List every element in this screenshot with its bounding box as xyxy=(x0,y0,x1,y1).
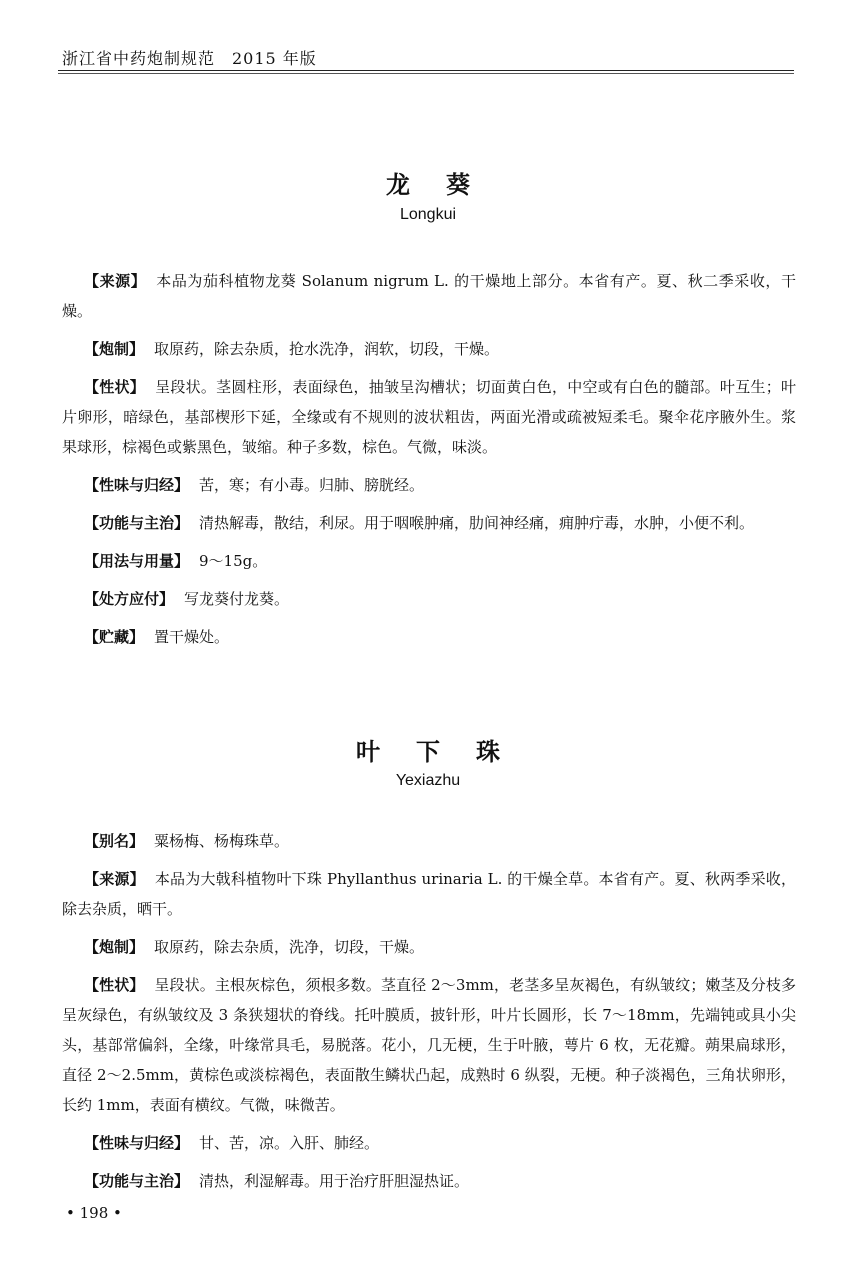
entry-body xyxy=(62,826,796,1204)
item-label: 【性味与归经】 xyxy=(84,476,190,494)
item-label: 【功能与主治】 xyxy=(84,514,190,532)
entry-item xyxy=(62,864,796,924)
entry-item xyxy=(62,546,796,576)
item-label: 【性状】 xyxy=(84,378,146,396)
item-text: 9～15g。 xyxy=(199,552,268,570)
entry-item xyxy=(62,1166,796,1196)
item-text: 苦，寒；有小毒。归肺、膀胱经。 xyxy=(199,476,425,494)
item-text: 本品为茄科植物龙葵 Solanum nigrum L. 的干燥地上部分。本省有产。夏、秋二季采收，干燥。 xyxy=(62,272,796,320)
entry-item xyxy=(62,266,796,326)
item-text: 取原药，除去杂质，抢水洗净，润软，切段，干燥。 xyxy=(154,340,500,358)
item-text: 清热解毒，散结，利尿。用于咽喉肿痛，肋间神经痛，痈肿疔毒，水肿，小便不利。 xyxy=(199,514,755,532)
item-text: 甘、苦，凉。入肝、肺经。 xyxy=(199,1134,380,1152)
entry-pinyin: Longkui xyxy=(399,206,457,223)
item-label: 【性状】 xyxy=(84,976,145,994)
entry-item xyxy=(62,826,796,856)
item-text: 呈段状。茎圆柱形，表面绿色，抽皱呈沟槽状；切面黄白色，中空或有白色的髓部。叶互生；叶片卵形，暗绿色，基部楔形下延，全缘或有不规则的波状粗齿，两面光滑或疏被短柔毛。聚伞花序腋外生。浆果球形，棕褐色或紫黑色，皱缩。种子多数，棕色。气微，味淡。 xyxy=(62,378,796,456)
item-label: 【来源】 xyxy=(84,870,145,888)
entry-item xyxy=(62,470,796,500)
item-label: 【炮制】 xyxy=(84,938,145,956)
entry-item xyxy=(62,622,796,652)
entry-item xyxy=(62,970,796,1120)
item-label: 【来源】 xyxy=(84,272,147,290)
item-label: 【性味与归经】 xyxy=(84,1134,190,1152)
item-text: 呈段状。主根灰棕色，须根多数。茎直径 2～3mm，老茎多呈灰褐色，有纵皱纹；嫩茎及分枝多呈灰绿色，有纵皱纹及 3 条狭翅状的脊线。托叶膜质，披针形，叶片长圆形，长 7～18mm，先端钝或具小尖头，基部常偏斜，全缘，叶缘常具毛，易脱落。花小，几无梗，生于叶腋，萼片 6 枚，无花瓣。蒴果扁球形，直径 2～2.5mm，黄棕色或淡棕褐色，表面散生鳞状凸起，成熟时 6 纵裂，无梗。种子淡褐色，三角状卵形，长约 1mm，表面有横纹。气微，味微苦。 xyxy=(62,976,796,1114)
entry-body xyxy=(62,266,796,660)
page-number: • 198 • xyxy=(66,1204,122,1222)
entry-pinyin: Yexiazhu xyxy=(395,772,461,789)
running-header: 浙江省中药炮制规范 2015 年版 xyxy=(62,49,317,68)
entry-item xyxy=(62,584,796,614)
entry-item xyxy=(62,932,796,962)
header-rule xyxy=(58,70,794,71)
item-label: 【贮藏】 xyxy=(84,628,145,646)
entry-item xyxy=(62,372,796,462)
item-text: 本品为大戟科植物叶下珠 Phyllanthus urinaria L. 的干燥全草。本省有产。夏、秋两季采收，除去杂质，晒干。 xyxy=(62,870,796,918)
entry-item xyxy=(62,1128,796,1158)
item-label: 【功能与主治】 xyxy=(84,1172,190,1190)
item-text: 置干燥处。 xyxy=(154,628,230,646)
item-text: 取原药，除去杂质，洗净，切段，干燥。 xyxy=(154,938,425,956)
entry-title: 叶下珠 xyxy=(356,738,536,766)
item-text: 粟杨梅、杨梅珠草。 xyxy=(154,832,290,850)
item-text: 写龙葵付龙葵。 xyxy=(184,590,290,608)
header-rule-thin xyxy=(58,73,794,74)
item-label: 【别名】 xyxy=(84,832,145,850)
item-text: 清热，利湿解毒。用于治疗肝胆湿热证。 xyxy=(199,1172,470,1190)
item-label: 【处方应付】 xyxy=(84,590,175,608)
entry-item xyxy=(62,334,796,364)
entry-title: 龙葵 xyxy=(386,171,506,199)
entry-item xyxy=(62,508,796,538)
item-label: 【炮制】 xyxy=(84,340,145,358)
item-label: 【用法与用量】 xyxy=(84,552,190,570)
